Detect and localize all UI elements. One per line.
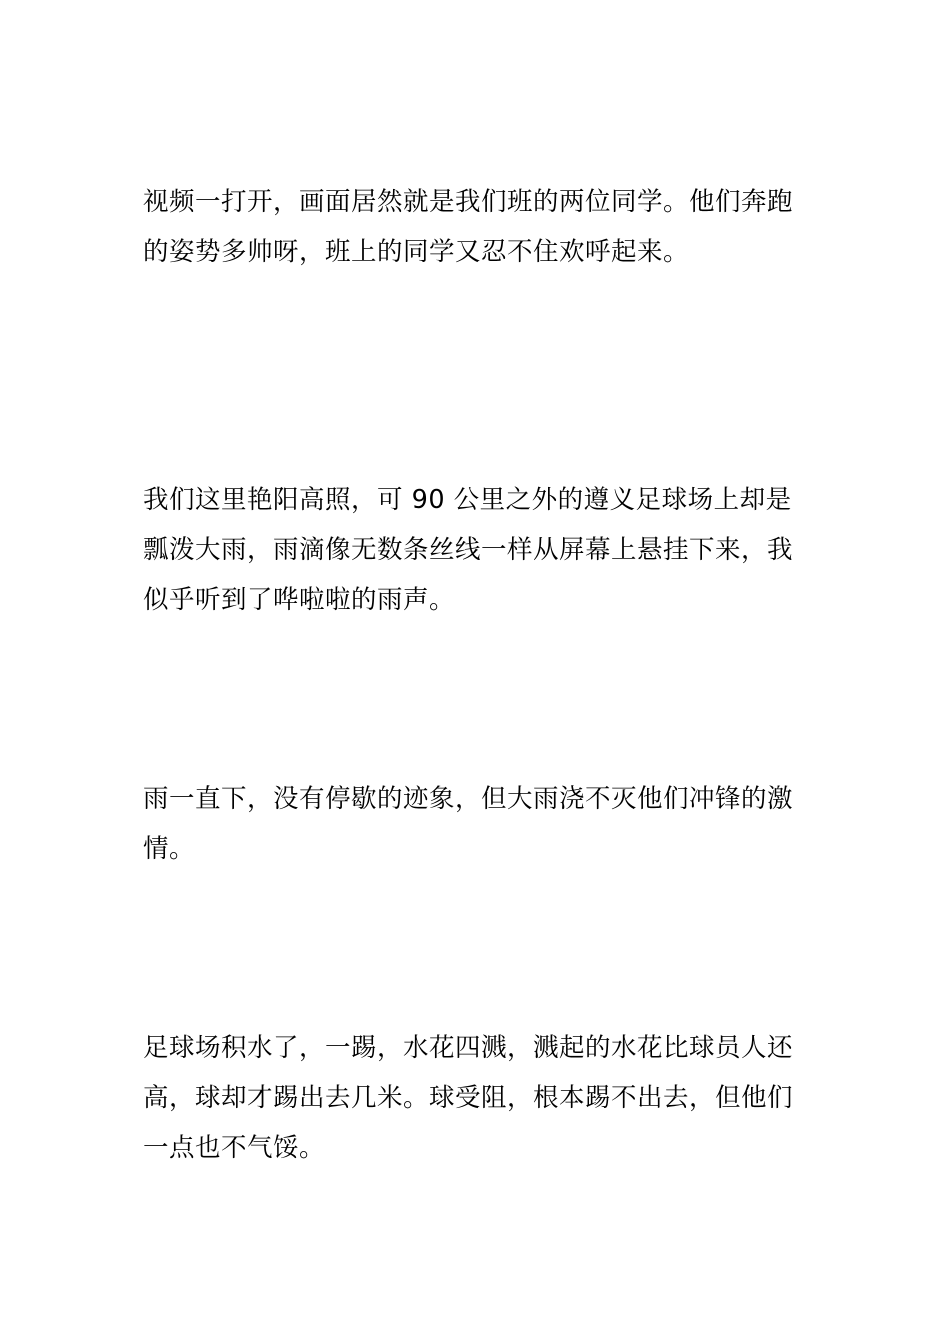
paragraph-2: 我们这里艳阳高照，可 90 公里之外的遵义足球场上却是瓢泼大雨，雨滴像无数条丝线一样从屏幕上悬挂下来，我似乎听到了哗啦啦的雨声。	[143, 485, 794, 615]
paragraph-3: 雨一直下，没有停歇的迹象，但大雨浇不灭他们冲锋的激情。	[143, 784, 794, 864]
paragraph-1: 视频一打开，画面居然就是我们班的两位同学。他们奔跑的姿势多帅呀，班上的同学又忍不住欢呼起来。	[143, 187, 794, 267]
paragraph-4: 足球场积水了，一踢，水花四溅，溅起的水花比球员人还高，球却才踢出去几米。球受阻，根本踢不出去，但他们一点也不气馁。	[143, 1033, 794, 1163]
